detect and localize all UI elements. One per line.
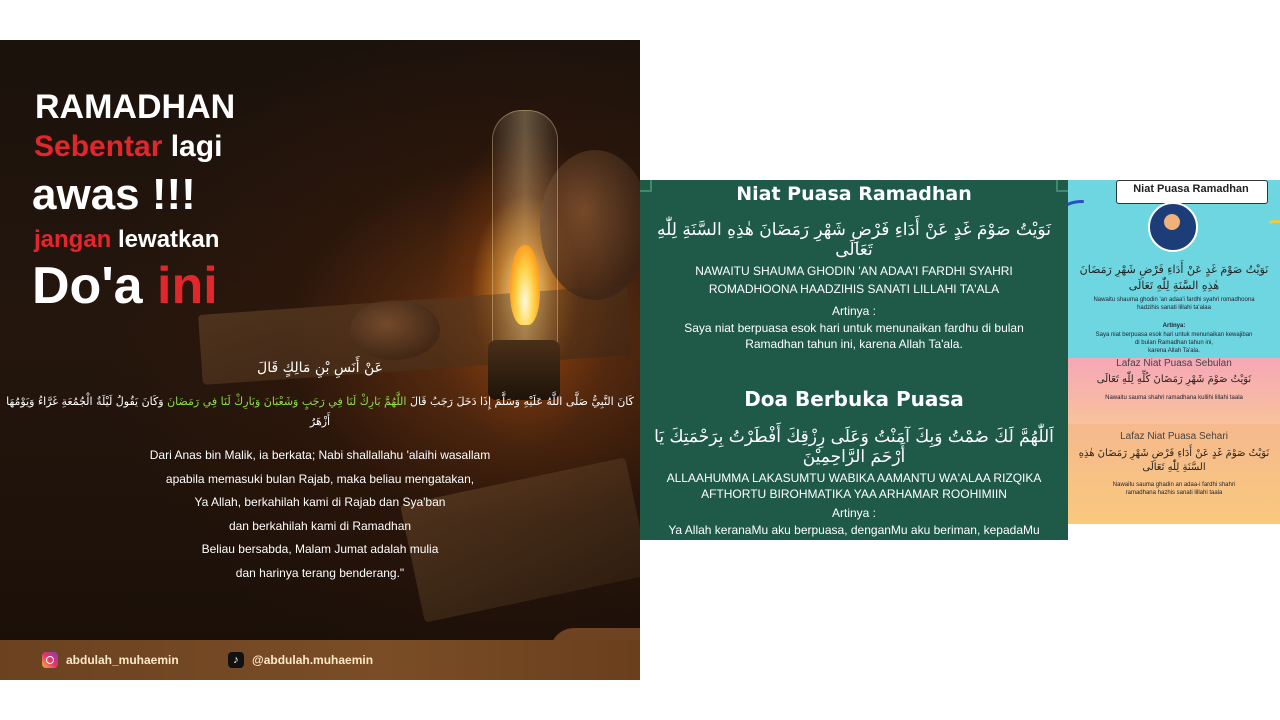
hadith-arabic-text: كَانَ النَّبِيُّ صَلَّى اللَّهُ عَلَيْهِ وَسَلَّمَ إِذَا دَخَلَ رَجَبُ قَالَ اللَّهُمَّ بَارِكْ لَنَا فِي رَجَبٍ وَشَعْبَانَ وَبَارِكْ لَنَا فِي رَمَضَانَ وَكَانَ يَقُولُ لَيْلَةُ الْجُمُعَةِ غَرَّاءُ وَيَوْمُهَا أَزْهَرُ [6,395,634,428]
niat-infographic-card [1068,180,1280,540]
niat-artinya-label: Artinya : [831,304,876,318]
tiktok-handle: ♪ @abdulah.muhaemin [228,652,373,668]
side-translation-3: karena Allah Ta'ala. [1148,348,1200,354]
doa-arabic: اَللّٰهُمَّ لَكَ صُمْتُ وَبِكَ آمَنْتُ وَعَلَى رِزْقِكَ أَفْطَرْتُ بِرَحْمَتِكَ يَا أَرْحَمَ الرَّاحِمِيْنَ [654,427,1054,467]
instagram-handle: abdulah_muhaemin [42,652,179,668]
niat-translation-2: Ramadhan tahun ini, karena Allah Ta'ala. [745,337,963,351]
niat-arabic: نَوَيْتُ صَوْمَ غَدٍ عَنْ أَدَاءِ فَرْضِ شَهْرِ رَمَضَانَ هٰذِهِ السَّنَةِ لِلّٰهِ تَعَالَى [657,220,1051,260]
sehari-title: Lafaz Niat Puasa Sehari [1120,431,1228,442]
side-niat-arabic: نَوَيْتُ صَوْمَ غَدٍ عَنْ أَدَاءِ فَرْضِ شَهْرِ رَمَضَانَ هٰذِهِ السَّنَةِ لِلّٰهِ تَعَالَى [1079,263,1269,292]
niat-puasa-card [640,180,1068,540]
hadith-translation: Dari Anas bin Malik, ia berkata; Nabi shallallahu 'alaihi wasallam apabila memasuki bulan Rajab, maka beliau mengatakan, Ya Allah, berkahilah kami di Rajab dan Sya'ban dan berkahilah kami di Ramadhan Beliau bersabda, Malam Jumat adalah mulia dan harinya terang benderang." [149,448,491,580]
lamp-flame [510,245,540,325]
hadith-narrator-arabic: عَنْ أَنَسِ بْنِ مَالِكٍ قَالَ [257,360,383,376]
doa-latin-2: AFTHORTU BIROHMATIKA YAA ARHAMAR ROOHIMIIN [701,487,1007,501]
side-artinya-label: Artinya: [1162,323,1186,329]
niat-latin-2: ROMADHOONA HAADZIHIS SANATI LILLAHI TA'ALA [708,282,1000,296]
sehari-latin-1: Nawaitu sauma ghadin an adaa-i fardhi shahri [1112,482,1236,488]
sebulan-latin: Nawaitu sauma shahri ramadhana kullihi lillahi taala [1105,395,1243,401]
instagram-icon [42,652,58,668]
side-niat-latin-2: hadzihis sanati lillahi ta'alaa [1137,305,1211,311]
side-card-footer [1068,524,1280,540]
doa-latin-1: ALLAAHUMMA LAKASUMTU WABIKA AAMANTU WA'ALAA RIZQIKA [666,471,1042,485]
poster-title: RAMADHAN [35,88,236,126]
kids-illustration [1148,202,1198,252]
poster-line-awas: awas !!! [32,170,196,219]
sehari-latin-2: ramadhana hazhis sanati lillahi taala [1125,490,1223,496]
doa-artinya-label: Artinya : [831,506,876,520]
side-niat-latin-1: Nawaitu shauma ghodin 'an adaa'i fardhi syahri romadhoona [1093,297,1255,303]
niat-translation-1: Saya niat berpuasa esok hari untuk menunaikan fardhu di bulan [684,321,1024,335]
hand-silhouette [350,300,440,360]
sehari-arabic: نَوَيْتُ صَوْمَ غَدٍ عَنْ أَدَاءِ فَرْضِ شَهْرِ رَمَضَانَ هٰذِهِ السَّنَةِ لِلّٰهِ تَعَالَى [1078,448,1270,473]
side-translation-1: Saya niat berpuasa esok hari untuk menunaikan kewajiban [1095,332,1253,338]
doa-berbuka-title: Doa Berbuka Puasa [744,387,964,411]
niat-card-title: Niat Puasa Ramadhan [736,183,972,205]
doa-translation: Ya Allah keranaMu aku berpuasa, denganMu aku beriman, kepadaMu [668,523,1040,537]
tiktok-icon: ♪ [228,652,244,668]
side-translation-2: di bulan Ramadhan tahun ini, [1134,340,1214,346]
sebulan-title: Lafaz Niat Puasa Sebulan [1116,358,1232,369]
poster-line-jangan: jangan lewatkan [34,226,220,253]
poster-footer [0,640,640,680]
poster-line-doa: Do'a ini [32,257,218,315]
ramadhan-poster-image [0,40,640,680]
sebulan-arabic: نَوَيْتُ صَوْمَ شَهْرِ رَمَضَانَ كُلِّهِ لِلّٰهِ تَعَالَى [1096,374,1252,385]
side-card-title: Niat Puasa Ramadhan [1133,183,1249,195]
poster-line-sebentar: Sebentar lagi [34,130,223,163]
niat-latin-1: NAWAITU SHAUMA GHODIN 'AN ADAA'I FARDHI SYAHRI [695,264,1013,278]
